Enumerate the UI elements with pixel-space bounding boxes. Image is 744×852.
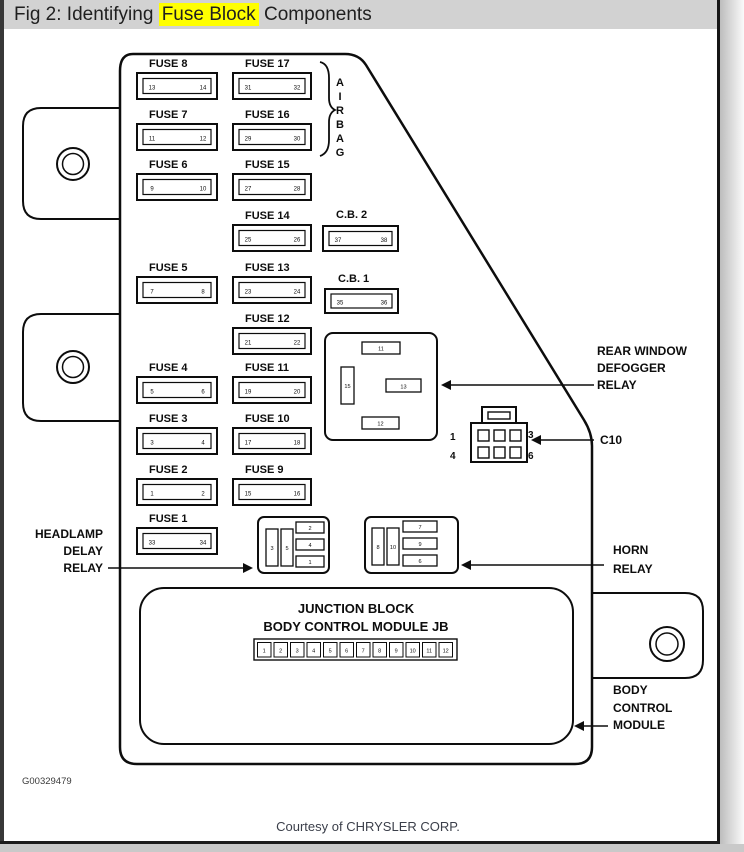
fuse-label: FUSE 7 xyxy=(149,109,188,121)
svg-text:25: 25 xyxy=(244,237,252,244)
fuse-label: FUSE 1 xyxy=(149,513,188,525)
svg-text:30: 30 xyxy=(293,136,301,143)
mounting-tab-left-top xyxy=(23,108,120,219)
svg-text:REAR WINDOW: REAR WINDOW xyxy=(597,344,687,358)
title-prefix: Fig 2: Identifying xyxy=(14,4,159,25)
title-suffix: Components xyxy=(258,4,372,25)
fuse-label: FUSE 15 xyxy=(245,159,290,171)
svg-text:28: 28 xyxy=(293,186,301,193)
svg-text:14: 14 xyxy=(199,85,207,92)
svg-text:4: 4 xyxy=(312,648,316,655)
svg-text:13: 13 xyxy=(400,384,407,391)
fuse-label: FUSE 6 xyxy=(149,159,188,171)
svg-text:37: 37 xyxy=(334,238,342,244)
svg-text:RELAY: RELAY xyxy=(597,378,637,392)
rear-window-defogger-relay xyxy=(325,333,437,440)
svg-text:8: 8 xyxy=(378,648,382,655)
fuse-label: FUSE 2 xyxy=(149,464,188,476)
svg-text:22: 22 xyxy=(293,340,301,347)
c10-label: C10 xyxy=(600,433,623,447)
svg-text:17: 17 xyxy=(244,440,252,447)
svg-text:10: 10 xyxy=(409,648,416,655)
svg-text:A: A xyxy=(336,77,344,89)
svg-text:16: 16 xyxy=(293,491,301,498)
svg-text:MODULE: MODULE xyxy=(613,718,665,732)
fuse-label: FUSE 14 xyxy=(245,210,290,222)
svg-text:35: 35 xyxy=(336,300,344,307)
svg-text:15: 15 xyxy=(244,491,252,498)
svg-text:9: 9 xyxy=(150,186,154,193)
svg-text:1: 1 xyxy=(308,560,312,566)
svg-text:10: 10 xyxy=(389,545,397,551)
svg-text:4: 4 xyxy=(308,543,312,549)
svg-text:BODY: BODY xyxy=(613,683,648,697)
svg-text:29: 29 xyxy=(244,136,252,143)
svg-text:CONTROL: CONTROL xyxy=(613,701,673,715)
junction-block-subtitle: BODY CONTROL MODULE JB xyxy=(263,619,449,634)
svg-text:4: 4 xyxy=(201,440,205,447)
svg-text:3: 3 xyxy=(528,430,534,441)
svg-text:23: 23 xyxy=(244,289,252,296)
horn-relay xyxy=(365,517,458,573)
svg-text:4: 4 xyxy=(450,451,456,462)
fuse-label: FUSE 3 xyxy=(149,413,188,425)
svg-text:7: 7 xyxy=(361,648,365,655)
svg-text:6: 6 xyxy=(418,559,422,565)
svg-text:6: 6 xyxy=(528,451,534,462)
mounting-tab-left-bottom xyxy=(23,314,120,421)
svg-text:15: 15 xyxy=(344,384,351,390)
svg-text:5: 5 xyxy=(285,546,289,552)
fuse-label: FUSE 4 xyxy=(149,362,188,374)
svg-text:2: 2 xyxy=(308,526,312,532)
fuse-label: FUSE 8 xyxy=(149,58,188,70)
svg-text:B: B xyxy=(336,119,344,131)
svg-text:26: 26 xyxy=(293,237,301,244)
svg-text:DEFOGGER: DEFOGGER xyxy=(597,361,666,375)
svg-text:RELAY: RELAY xyxy=(63,561,103,575)
svg-text:33: 33 xyxy=(148,540,156,547)
fuse-label: FUSE 11 xyxy=(245,362,290,374)
svg-text:2: 2 xyxy=(279,648,283,655)
fuse-label: FUSE 17 xyxy=(245,58,290,70)
svg-text:A: A xyxy=(336,133,344,145)
svg-text:12: 12 xyxy=(377,421,384,428)
svg-text:36: 36 xyxy=(380,300,388,307)
svg-text:HEADLAMP: HEADLAMP xyxy=(35,527,103,541)
courtesy-note: Courtesy of CHRYSLER CORP. xyxy=(276,819,460,834)
svg-text:8: 8 xyxy=(201,289,205,296)
svg-text:RELAY: RELAY xyxy=(613,562,653,576)
svg-text:3: 3 xyxy=(270,546,274,552)
fuse-label: FUSE 16 xyxy=(245,109,290,121)
cb-label: C.B. 1 xyxy=(338,273,370,285)
svg-text:5: 5 xyxy=(328,648,332,655)
svg-text:1: 1 xyxy=(150,491,154,498)
svg-text:6: 6 xyxy=(201,389,205,396)
svg-text:3: 3 xyxy=(150,440,154,447)
headlamp-delay-relay xyxy=(258,517,329,573)
svg-text:7: 7 xyxy=(150,289,154,296)
page-right-shadow xyxy=(720,0,744,844)
svg-text:18: 18 xyxy=(293,440,301,447)
svg-text:8: 8 xyxy=(376,545,380,551)
svg-text:38: 38 xyxy=(380,238,388,244)
svg-text:24: 24 xyxy=(293,289,301,296)
svg-text:6: 6 xyxy=(345,648,349,655)
svg-text:27: 27 xyxy=(244,186,252,193)
svg-text:I: I xyxy=(338,91,342,103)
svg-text:3: 3 xyxy=(295,648,299,655)
fuse-label: FUSE 12 xyxy=(245,313,290,325)
page-bottom-strip xyxy=(0,844,744,852)
svg-text:21: 21 xyxy=(244,340,252,347)
junction-block xyxy=(140,588,573,744)
svg-text:11: 11 xyxy=(426,648,433,655)
svg-text:2: 2 xyxy=(201,491,205,498)
svg-text:11: 11 xyxy=(378,346,384,353)
junction-block-title: JUNCTION BLOCK xyxy=(297,601,415,616)
svg-text:32: 32 xyxy=(293,85,301,92)
fuse-label: FUSE 9 xyxy=(245,464,284,476)
svg-text:1: 1 xyxy=(450,432,456,443)
svg-text:13: 13 xyxy=(148,85,156,92)
fuse-label: FUSE 5 xyxy=(149,262,188,274)
svg-text:DELAY: DELAY xyxy=(63,544,103,558)
svg-text:31: 31 xyxy=(244,85,252,92)
svg-text:5: 5 xyxy=(150,389,154,396)
svg-text:HORN: HORN xyxy=(613,543,649,557)
svg-text:11: 11 xyxy=(148,136,156,143)
svg-text:9: 9 xyxy=(394,648,398,655)
svg-text:20: 20 xyxy=(293,389,301,396)
highlighted-term: Fuse Block xyxy=(159,3,259,26)
svg-text:12: 12 xyxy=(442,648,449,655)
svg-text:9: 9 xyxy=(418,542,422,548)
svg-text:19: 19 xyxy=(244,389,252,396)
svg-text:34: 34 xyxy=(199,540,207,547)
svg-text:10: 10 xyxy=(199,186,207,193)
cb-label: C.B. 2 xyxy=(336,209,368,221)
mounting-tab-right xyxy=(592,593,703,678)
svg-text:7: 7 xyxy=(418,525,422,531)
svg-text:12: 12 xyxy=(199,136,207,143)
fuse-label: FUSE 13 xyxy=(245,262,290,274)
figure-code: G00329479 xyxy=(22,776,72,787)
svg-text:G: G xyxy=(335,147,345,159)
fuse-label: FUSE 10 xyxy=(245,413,290,425)
svg-text:R: R xyxy=(336,105,344,117)
svg-text:1: 1 xyxy=(262,648,266,655)
